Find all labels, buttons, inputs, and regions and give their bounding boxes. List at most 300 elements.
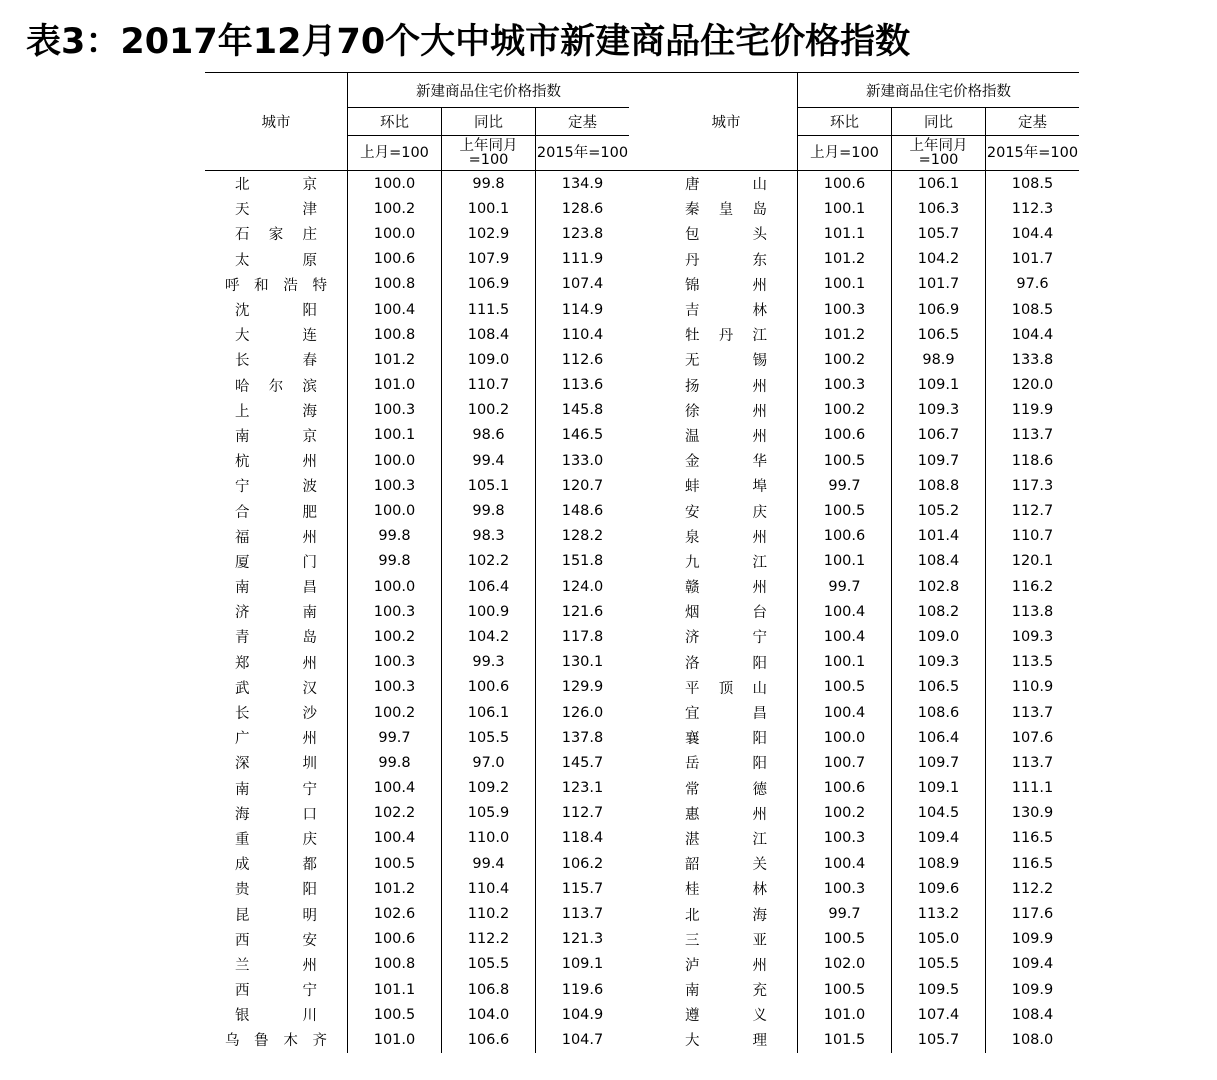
left-city-cell <box>205 1027 348 1052</box>
table-row <box>205 675 1079 700</box>
city-label: 韶 关 <box>685 857 767 874</box>
left-city-cell <box>205 347 348 372</box>
right-mom-cell: 100.5 <box>798 675 892 700</box>
left-yoy-cell: 105.5 <box>442 725 536 750</box>
left-city-cell <box>205 448 348 473</box>
column-gap <box>629 196 655 221</box>
city-label: 金 华 <box>685 454 767 471</box>
right-yoy-cell: 102.8 <box>892 574 986 599</box>
left-yoy-cell: 99.8 <box>442 171 536 197</box>
city-label: 包 头 <box>685 227 767 244</box>
right-city-cell <box>655 549 798 574</box>
right-sub-header-base: 定基 <box>1018 115 1047 131</box>
right-yoy-cell: 108.9 <box>892 851 986 876</box>
right-yoy-cell: 104.2 <box>892 247 986 272</box>
right-yoy-cell: 109.6 <box>892 876 986 901</box>
left-yoy-cell: 97.0 <box>442 750 536 775</box>
column-gap <box>629 373 655 398</box>
right-base-cell: 113.8 <box>1011 603 1054 620</box>
left-yoy-cell: 100.1 <box>442 196 536 221</box>
right-mom-cell: 100.6 <box>798 423 892 448</box>
right-city-cell <box>655 347 798 372</box>
left-base-cell: 111.9 <box>561 251 604 268</box>
right-city-cell <box>655 524 798 549</box>
column-gap <box>629 901 655 926</box>
right-base-cell: 110.9 <box>1011 679 1054 696</box>
left-mom-cell: 100.6 <box>348 247 442 272</box>
left-base-cell: 114.9 <box>561 301 604 318</box>
left-base-cell: 137.8 <box>561 729 604 746</box>
table-row <box>205 498 1079 523</box>
left-city-cell <box>205 272 348 297</box>
right-sub-header-mom: 环比 <box>798 108 892 136</box>
right-yoy-cell: 109.3 <box>892 398 986 423</box>
right-base-header-mom: 上月=100 <box>798 136 892 171</box>
table-row <box>205 272 1079 297</box>
right-base-cell: 107.6 <box>1011 729 1054 746</box>
page-title: 表3：2017年12月70个大中城市新建商品住宅价格指数 <box>26 22 911 62</box>
left-base-cell: 110.4 <box>561 326 604 343</box>
right-city-cell <box>655 700 798 725</box>
column-gap <box>629 801 655 826</box>
left-base-cell: 107.4 <box>561 276 604 293</box>
left-mom-cell: 101.2 <box>348 876 442 901</box>
right-base-cell: 116.2 <box>1011 578 1054 595</box>
price-index-table <box>205 72 1079 1053</box>
column-gap <box>629 599 655 624</box>
left-city-cell <box>205 196 348 221</box>
left-mom-cell: 99.8 <box>348 524 442 549</box>
table-row <box>205 549 1079 574</box>
table-row <box>205 851 1079 876</box>
left-mom-cell: 100.3 <box>348 473 442 498</box>
right-mom-cell: 100.3 <box>798 826 892 851</box>
right-base-cell: 104.4 <box>1011 225 1054 242</box>
right-city-cell <box>655 952 798 977</box>
left-base-header-base: 2015年=100 <box>536 145 629 161</box>
left-city-cell <box>205 524 348 549</box>
left-base-cell: 104.9 <box>561 1006 604 1023</box>
city-label: 深 圳 <box>235 756 317 773</box>
right-yoy-cell: 107.4 <box>892 1002 986 1027</box>
right-city-cell <box>655 272 798 297</box>
city-label: 石家庄 <box>235 227 317 244</box>
left-city-cell <box>205 750 348 775</box>
left-base-cell: 112.6 <box>561 351 604 368</box>
city-label: 西 安 <box>235 932 317 949</box>
left-group-header: 新建商品住宅价格指数 <box>416 83 561 100</box>
table-row <box>205 901 1079 926</box>
city-label: 桂 林 <box>685 882 767 899</box>
city-label: 吉 林 <box>685 303 767 320</box>
city-label: 厦 门 <box>235 554 317 571</box>
left-city-cell <box>205 901 348 926</box>
table-row <box>205 876 1079 901</box>
left-yoy-cell: 112.2 <box>442 927 536 952</box>
right-mom-cell: 101.0 <box>798 1002 892 1027</box>
city-label: 大 理 <box>685 1033 767 1050</box>
table-row <box>205 247 1079 272</box>
right-base-cell: 108.0 <box>1011 1031 1054 1048</box>
left-mom-cell: 101.0 <box>348 1027 442 1052</box>
right-base-cell: 108.5 <box>1011 301 1054 318</box>
left-city-cell <box>205 851 348 876</box>
column-gap <box>629 624 655 649</box>
right-city-cell <box>655 977 798 1002</box>
city-label: 哈尔滨 <box>235 378 317 395</box>
right-base-cell: 117.3 <box>1011 477 1054 494</box>
right-mom-cell: 101.2 <box>798 322 892 347</box>
right-yoy-cell: 106.9 <box>892 297 986 322</box>
right-yoy-cell: 104.5 <box>892 801 986 826</box>
right-mom-cell: 100.4 <box>798 851 892 876</box>
left-base-cell: 124.0 <box>561 578 604 595</box>
table-header <box>205 73 1079 171</box>
right-sub-header-yoy: 同比 <box>892 108 986 136</box>
right-city-header: 城市 <box>655 73 798 171</box>
right-city-cell <box>655 448 798 473</box>
left-yoy-cell: 107.9 <box>442 247 536 272</box>
right-city-cell <box>655 398 798 423</box>
table-row <box>205 1027 1079 1052</box>
right-base-cell: 112.2 <box>1011 880 1054 897</box>
right-city-cell <box>655 876 798 901</box>
city-label: 太 原 <box>235 252 317 269</box>
right-mom-cell: 100.5 <box>798 977 892 1002</box>
left-yoy-cell: 106.9 <box>442 272 536 297</box>
right-base-cell: 120.0 <box>1011 377 1054 394</box>
left-base-cell: 121.6 <box>561 603 604 620</box>
right-city-cell <box>655 927 798 952</box>
left-mom-cell: 99.8 <box>348 750 442 775</box>
right-base-cell: 110.7 <box>1011 528 1054 545</box>
city-label: 岳 阳 <box>685 756 767 773</box>
left-mom-cell: 99.8 <box>348 549 442 574</box>
city-label: 郑 州 <box>235 655 317 672</box>
column-gap <box>629 750 655 775</box>
city-label: 呼和浩特 <box>225 277 327 294</box>
left-mom-cell: 102.2 <box>348 801 442 826</box>
left-city-cell <box>205 776 348 801</box>
right-base-cell: 109.9 <box>1011 931 1054 948</box>
left-city-cell <box>205 221 348 246</box>
city-label: 南 昌 <box>235 580 317 597</box>
right-yoy-cell: 106.7 <box>892 423 986 448</box>
right-yoy-cell: 101.4 <box>892 524 986 549</box>
table-row <box>205 398 1079 423</box>
right-city-cell <box>655 675 798 700</box>
right-mom-cell: 101.1 <box>798 221 892 246</box>
left-yoy-cell: 105.5 <box>442 952 536 977</box>
left-mom-cell: 100.4 <box>348 826 442 851</box>
left-base-cell: 148.6 <box>561 503 604 520</box>
right-mom-cell: 102.0 <box>798 952 892 977</box>
right-yoy-cell: 106.1 <box>892 171 986 197</box>
table-row <box>205 952 1079 977</box>
left-yoy-cell: 106.4 <box>442 574 536 599</box>
left-mom-cell: 100.4 <box>348 297 442 322</box>
left-yoy-cell: 106.8 <box>442 977 536 1002</box>
right-base-cell: 116.5 <box>1011 855 1054 872</box>
right-base-cell: 117.6 <box>1011 906 1054 923</box>
column-gap <box>629 1027 655 1052</box>
left-sub-header-base: 定基 <box>568 115 597 131</box>
left-sub-header-mom: 环比 <box>348 108 442 136</box>
right-yoy-cell: 105.0 <box>892 927 986 952</box>
left-city-cell <box>205 650 348 675</box>
city-label: 赣 州 <box>685 580 767 597</box>
city-label: 遵 义 <box>685 1008 767 1025</box>
right-base-cell: 111.1 <box>1011 780 1054 797</box>
left-yoy-cell: 99.4 <box>442 851 536 876</box>
right-yoy-cell: 106.3 <box>892 196 986 221</box>
city-label: 洛 阳 <box>685 655 767 672</box>
left-city-cell <box>205 549 348 574</box>
table-row <box>205 171 1079 197</box>
left-city-cell <box>205 297 348 322</box>
left-mom-cell: 100.2 <box>348 700 442 725</box>
right-yoy-cell: 106.5 <box>892 322 986 347</box>
left-yoy-cell: 111.5 <box>442 297 536 322</box>
column-gap <box>629 322 655 347</box>
table-row <box>205 196 1079 221</box>
city-label: 丹 东 <box>685 252 767 269</box>
right-yoy-cell: 109.0 <box>892 624 986 649</box>
right-yoy-cell: 109.4 <box>892 826 986 851</box>
left-base-cell: 129.9 <box>561 679 604 696</box>
right-group-header: 新建商品住宅价格指数 <box>866 83 1011 100</box>
left-base-cell: 118.4 <box>561 830 604 847</box>
right-mom-cell: 100.1 <box>798 272 892 297</box>
left-base-cell: 123.8 <box>561 225 604 242</box>
left-city-cell <box>205 498 348 523</box>
right-yoy-cell: 109.5 <box>892 977 986 1002</box>
right-yoy-cell: 109.7 <box>892 448 986 473</box>
left-yoy-cell: 100.9 <box>442 599 536 624</box>
left-city-cell <box>205 675 348 700</box>
column-gap <box>629 498 655 523</box>
right-city-cell <box>655 851 798 876</box>
city-label: 泉 州 <box>685 529 767 546</box>
city-label: 平顶山 <box>685 680 767 697</box>
right-city-cell <box>655 725 798 750</box>
left-mom-cell: 100.3 <box>348 675 442 700</box>
city-label: 泸 州 <box>685 957 767 974</box>
table-row <box>205 776 1079 801</box>
city-label: 成 都 <box>235 857 317 874</box>
left-mom-cell: 100.0 <box>348 171 442 197</box>
right-base-cell: 112.7 <box>1011 503 1054 520</box>
right-base-cell: 109.4 <box>1011 956 1054 973</box>
left-mom-cell: 100.0 <box>348 498 442 523</box>
right-mom-cell: 99.7 <box>798 574 892 599</box>
right-base-cell: 104.4 <box>1011 326 1054 343</box>
left-mom-cell: 100.8 <box>348 272 442 297</box>
left-yoy-cell: 98.3 <box>442 524 536 549</box>
left-base-cell: 145.7 <box>561 754 604 771</box>
left-yoy-cell: 105.9 <box>442 801 536 826</box>
right-yoy-cell: 101.7 <box>892 272 986 297</box>
right-mom-cell: 101.2 <box>798 247 892 272</box>
left-yoy-cell: 98.6 <box>442 423 536 448</box>
column-gap <box>629 171 655 197</box>
left-city-cell <box>205 574 348 599</box>
left-city-cell <box>205 423 348 448</box>
right-city-cell <box>655 423 798 448</box>
city-label: 昆 明 <box>235 907 317 924</box>
left-base-cell: 117.8 <box>561 628 604 645</box>
right-base-cell: 133.8 <box>1011 351 1054 368</box>
table-row <box>205 725 1079 750</box>
table-row <box>205 826 1079 851</box>
right-city-cell <box>655 498 798 523</box>
left-mom-cell: 100.2 <box>348 196 442 221</box>
city-label: 广 州 <box>235 731 317 748</box>
table-row <box>205 977 1079 1002</box>
city-label: 南 京 <box>235 428 317 445</box>
right-mom-cell: 100.1 <box>798 196 892 221</box>
table-row <box>205 1002 1079 1027</box>
right-base-cell: 116.5 <box>1011 830 1054 847</box>
right-city-cell <box>655 221 798 246</box>
right-city-cell <box>655 322 798 347</box>
column-gap <box>629 221 655 246</box>
right-mom-cell: 100.7 <box>798 750 892 775</box>
left-mom-cell: 100.3 <box>348 398 442 423</box>
table-row <box>205 373 1079 398</box>
right-yoy-cell: 108.2 <box>892 599 986 624</box>
right-city-cell <box>655 599 798 624</box>
city-label: 兰 州 <box>235 957 317 974</box>
right-yoy-cell: 109.1 <box>892 373 986 398</box>
left-yoy-cell: 100.6 <box>442 675 536 700</box>
left-base-cell: 126.0 <box>561 704 604 721</box>
left-yoy-cell: 106.1 <box>442 700 536 725</box>
right-city-cell <box>655 1027 798 1052</box>
column-gap <box>629 73 655 171</box>
city-label: 蚌 埠 <box>685 479 767 496</box>
header-row-group <box>205 73 1079 108</box>
left-city-cell <box>205 373 348 398</box>
right-mom-cell: 100.0 <box>798 725 892 750</box>
city-label: 无 锡 <box>685 353 767 370</box>
city-label: 福 州 <box>235 529 317 546</box>
left-base-cell: 115.7 <box>561 880 604 897</box>
right-mom-cell: 100.2 <box>798 801 892 826</box>
left-city-cell <box>205 322 348 347</box>
table-body <box>205 171 1079 1053</box>
column-gap <box>629 776 655 801</box>
right-base-header-base: 2015年=100 <box>986 145 1079 161</box>
city-label: 上 海 <box>235 403 317 420</box>
right-yoy-cell: 106.4 <box>892 725 986 750</box>
left-city-cell <box>205 599 348 624</box>
city-label: 牡丹江 <box>685 328 767 345</box>
left-city-cell <box>205 927 348 952</box>
left-yoy-cell: 102.9 <box>442 221 536 246</box>
city-label: 宁 波 <box>235 479 317 496</box>
left-base-cell: 130.1 <box>561 654 604 671</box>
right-base-cell: 108.5 <box>1011 175 1054 192</box>
right-mom-cell: 100.6 <box>798 776 892 801</box>
left-base-cell: 113.6 <box>561 377 604 394</box>
left-base-header-mom: 上月=100 <box>348 136 442 171</box>
left-base-cell: 134.9 <box>561 175 604 192</box>
city-label: 襄 阳 <box>685 731 767 748</box>
table-row <box>205 801 1079 826</box>
left-mom-cell: 100.3 <box>348 599 442 624</box>
column-gap <box>629 826 655 851</box>
table-row <box>205 221 1079 246</box>
column-gap <box>629 398 655 423</box>
right-base-cell: 113.5 <box>1011 654 1054 671</box>
city-label: 三 亚 <box>685 932 767 949</box>
left-city-cell <box>205 398 348 423</box>
right-yoy-cell: 109.3 <box>892 650 986 675</box>
column-gap <box>629 524 655 549</box>
table-row <box>205 473 1079 498</box>
left-yoy-cell: 109.2 <box>442 776 536 801</box>
column-gap <box>629 297 655 322</box>
left-mom-cell: 101.2 <box>348 347 442 372</box>
left-yoy-cell: 106.6 <box>442 1027 536 1052</box>
left-mom-cell: 100.0 <box>348 221 442 246</box>
left-base-cell: 128.6 <box>561 200 604 217</box>
column-gap <box>629 247 655 272</box>
right-city-cell <box>655 373 798 398</box>
left-mom-cell: 101.0 <box>348 373 442 398</box>
left-sub-header-yoy: 同比 <box>442 108 536 136</box>
left-base-cell: 120.7 <box>561 477 604 494</box>
city-label: 北 海 <box>685 907 767 924</box>
left-mom-cell: 100.8 <box>348 952 442 977</box>
column-gap <box>629 272 655 297</box>
right-mom-cell: 100.3 <box>798 373 892 398</box>
left-base-cell: 109.1 <box>561 956 604 973</box>
city-label: 西 宁 <box>235 983 317 1000</box>
city-label: 杭 州 <box>235 454 317 471</box>
left-yoy-cell: 110.7 <box>442 373 536 398</box>
right-city-cell <box>655 901 798 926</box>
table-row <box>205 423 1079 448</box>
city-label: 长 春 <box>235 353 317 370</box>
city-label: 惠 州 <box>685 806 767 823</box>
left-mom-cell: 102.6 <box>348 901 442 926</box>
left-base-cell: 119.6 <box>561 981 604 998</box>
right-yoy-cell: 105.2 <box>892 498 986 523</box>
left-base-cell: 112.7 <box>561 805 604 822</box>
city-label: 济 宁 <box>685 630 767 647</box>
left-base-cell: 145.8 <box>561 402 604 419</box>
right-base-cell: 108.4 <box>1011 1006 1054 1023</box>
right-base-cell: 101.7 <box>1011 251 1054 268</box>
right-base-cell: 118.6 <box>1011 452 1054 469</box>
column-gap <box>629 700 655 725</box>
column-gap <box>629 725 655 750</box>
left-yoy-cell: 108.4 <box>442 322 536 347</box>
city-label: 海 口 <box>235 806 317 823</box>
column-gap <box>629 549 655 574</box>
city-label: 乌鲁木齐 <box>225 1033 327 1050</box>
city-label: 九 江 <box>685 554 767 571</box>
city-label: 湛 江 <box>685 831 767 848</box>
right-base-cell: 109.9 <box>1011 981 1054 998</box>
city-label: 锦 州 <box>685 277 767 294</box>
right-mom-cell: 100.2 <box>798 347 892 372</box>
city-label: 南 充 <box>685 983 767 1000</box>
city-label: 长 沙 <box>235 706 317 723</box>
right-mom-cell: 99.7 <box>798 473 892 498</box>
